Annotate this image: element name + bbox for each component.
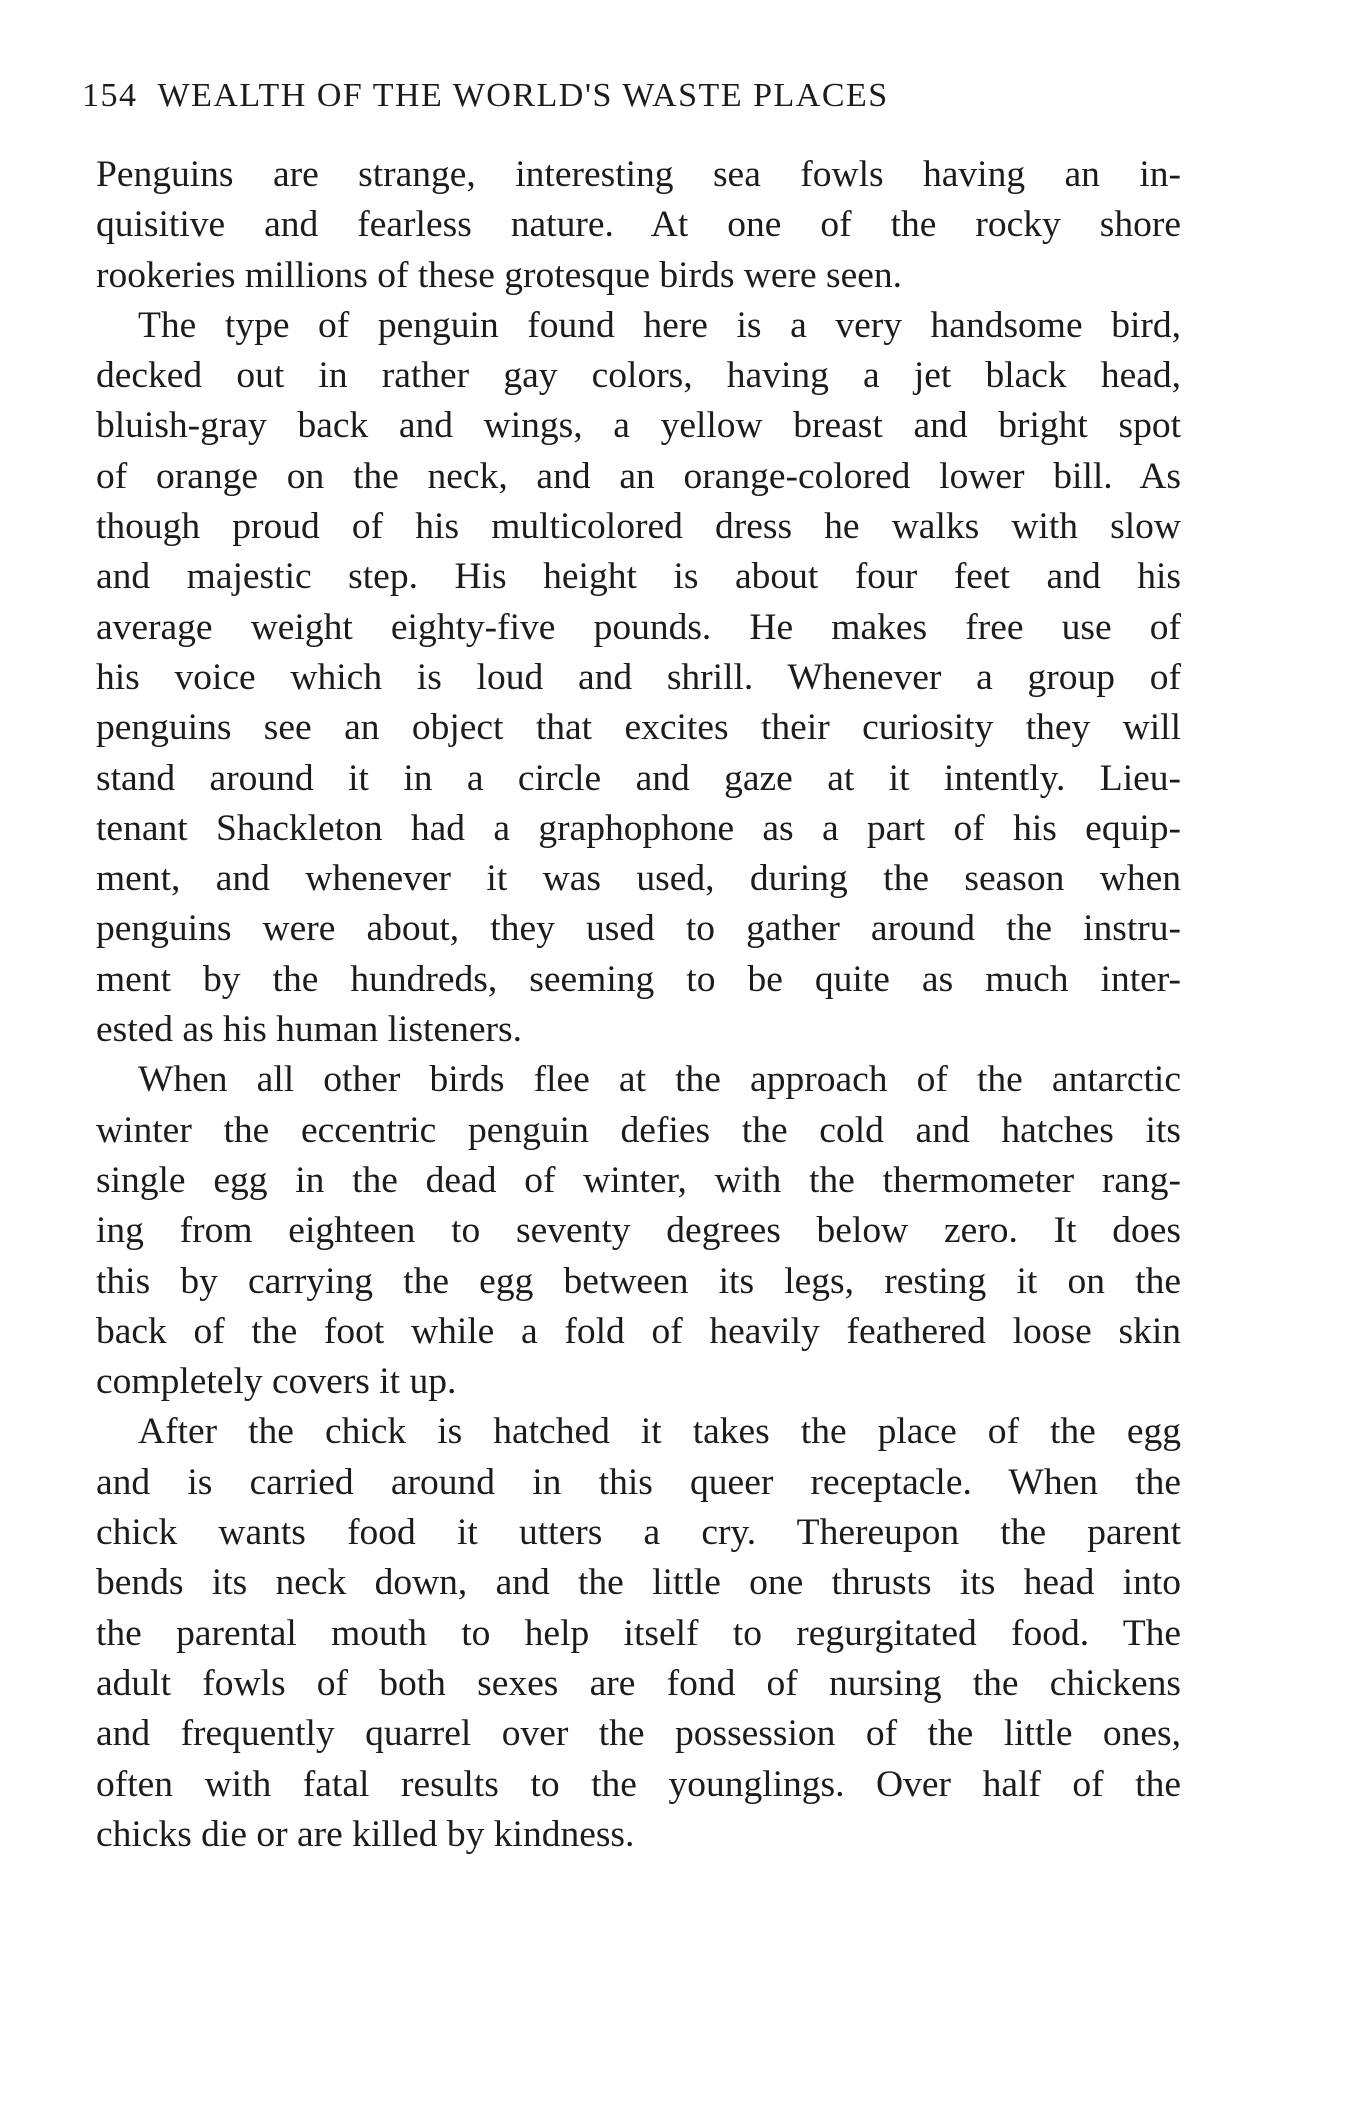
body-text [96, 150, 1181, 1860]
running-head [82, 72, 1182, 120]
text-line: quisitive and fearless nature. At one of the rocky shore [96, 204, 1181, 246]
text-line: winter the eccentric penguin defies the cold and hatches its [96, 1109, 1181, 1151]
text-line: ment by the hundreds, seeming to be quite as much inter- [96, 958, 1181, 1000]
text-line: completely covers it up. [96, 1361, 457, 1403]
page-number: 154 [82, 77, 138, 114]
paragraph [96, 150, 1181, 301]
text-line: rookeries millions of these grotesque birds were seen. [96, 254, 903, 296]
paragraph [96, 1055, 1181, 1407]
text-line: often with fatal results to the younglings. Over half of the [96, 1763, 1181, 1805]
text-line: penguins see an object that excites their curiosity they will [96, 707, 1181, 749]
text-line: ested as his human listeners. [96, 1009, 522, 1051]
text-line: stand around it in a circle and gaze at it intently. Lieu- [96, 757, 1181, 799]
text-line: decked out in rather gay colors, having a jet black head, [96, 355, 1181, 397]
text-line: ment, and whenever it was used, during the season when [96, 858, 1181, 900]
text-line: though proud of his multicolored dress he walks with slow [96, 506, 1181, 548]
text-line: ing from eighteen to seventy degrees below zero. It does [96, 1210, 1181, 1252]
text-line: bluish-gray back and wings, a yellow breast and bright spot [96, 405, 1181, 447]
text-line: average weight eighty-five pounds. He makes free use of [96, 606, 1181, 648]
text-line: chicks die or are killed by kindness. [96, 1813, 635, 1855]
text-line: bends its neck down, and the little one thrusts its head into [96, 1562, 1181, 1604]
text-line: the parental mouth to help itself to regurgitated food. The [96, 1612, 1181, 1654]
text-line: of orange on the neck, and an orange-colored lower bill. As [96, 455, 1181, 497]
paragraph [96, 301, 1181, 1055]
text-line: When all other birds flee at the approach of the antarctic [138, 1059, 1181, 1101]
text-line: and is carried around in this queer receptacle. When the [96, 1461, 1181, 1503]
running-title: WEALTH OF THE WORLD'S WASTE PLACES [157, 77, 889, 114]
text-line: penguins were about, they used to gather around the instru- [96, 908, 1181, 950]
text-line: and frequently quarrel over the possession of the little ones, [96, 1713, 1181, 1755]
text-line: back of the foot while a fold of heavily feathered loose skin [96, 1310, 1181, 1352]
text-line: his voice which is loud and shrill. Whenever a group of [96, 656, 1181, 698]
text-line: and majestic step. His height is about four feet and his [96, 556, 1181, 598]
text-line: chick wants food it utters a cry. Thereupon the parent [96, 1512, 1181, 1554]
text-line: tenant Shackleton had a graphophone as a part of his equip- [96, 807, 1181, 849]
text-line: single egg in the dead of winter, with the thermometer rang- [96, 1159, 1181, 1201]
text-line: adult fowls of both sexes are fond of nursing the chickens [96, 1662, 1181, 1704]
text-line: The type of penguin found here is a very handsome bird, [138, 304, 1181, 346]
text-line: Penguins are strange, interesting sea fowls having an in- [96, 154, 1181, 195]
text-line: After the chick is hatched it takes the place of the egg [138, 1411, 1181, 1453]
paragraph [96, 1407, 1181, 1860]
text-line: this by carrying the egg between its legs, resting it on the [96, 1260, 1181, 1302]
